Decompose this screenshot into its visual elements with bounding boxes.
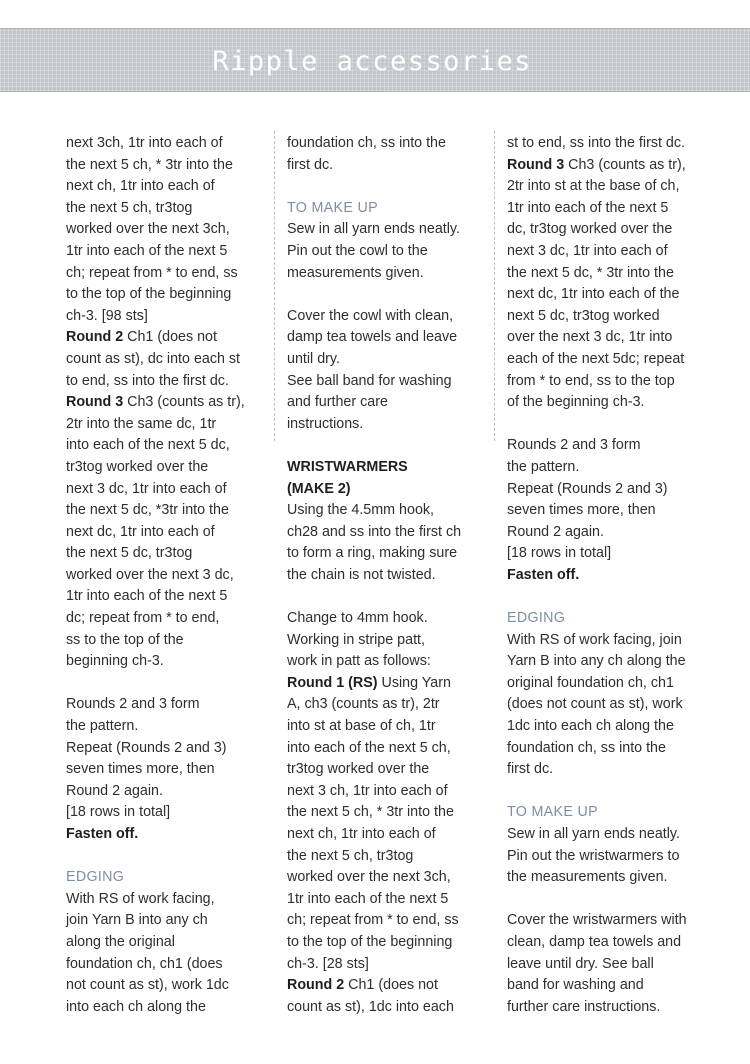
text-line: [507, 349, 712, 371]
text-span: Pin out the cowl to the: [287, 242, 428, 259]
text-span: next ch, 1tr into each of: [287, 826, 436, 842]
text-line: [66, 975, 266, 997]
text-span: to the top of the beginning: [66, 286, 232, 303]
text-line: [507, 738, 712, 760]
text-span: the next 5 dc, *3tr into the: [66, 502, 229, 519]
text-span: the next 5 ch, tr3tog: [287, 847, 414, 864]
text-line: [287, 414, 487, 436]
text-span: count as st), dc into each st: [66, 350, 241, 367]
text-line: [287, 155, 487, 177]
section-heading: (MAKE 2): [287, 480, 351, 497]
text-line: [507, 522, 712, 544]
section-heading: WRISTWARMERS: [287, 458, 408, 475]
text-line: [507, 954, 712, 976]
text-line: [66, 694, 266, 716]
text-span: ch; repeat from * to end, ss: [66, 264, 238, 281]
bold-label: Round 1 (RS): [287, 674, 378, 691]
text-span: count as st), 1dc into each: [287, 998, 454, 1015]
text-line: [66, 824, 266, 846]
text-line: [287, 522, 487, 544]
text-line: [287, 263, 487, 285]
text-line: [507, 392, 712, 414]
text-span: the pattern.: [66, 718, 139, 735]
text-span: [18 rows in total]: [66, 804, 171, 821]
paragraph-gap: [287, 176, 487, 198]
text-span: leave until dry. See ball: [507, 955, 654, 972]
text-line: [287, 781, 487, 803]
text-line: [66, 759, 266, 781]
paragraph-gap: [507, 414, 712, 436]
text-span: Rounds 2 and 3 form: [507, 437, 641, 454]
text-span: seven times more, then: [66, 761, 215, 778]
text-span: worked over the next 3ch,: [66, 221, 230, 238]
text-span: first dc.: [507, 761, 554, 778]
text-line: [287, 608, 487, 630]
text-span: st to end, ss into the first dc.: [507, 135, 685, 151]
text-line: [287, 543, 487, 565]
text-column-1: [66, 133, 266, 1018]
text-span: Repeat (Rounds 2 and 3): [66, 739, 227, 756]
text-line: [66, 306, 266, 328]
text-span: A, ch3 (counts as tr), 2tr: [287, 696, 440, 713]
text-line: [66, 781, 266, 803]
text-column-2: [287, 133, 487, 1018]
column-divider: [494, 131, 495, 441]
text-line: [287, 630, 487, 652]
text-line: [66, 586, 266, 608]
text-line: [287, 651, 487, 673]
bold-label: Round 3: [507, 156, 565, 173]
text-line: [507, 759, 712, 781]
text-line: [287, 673, 487, 695]
text-span: into st at base of ch, 1tr: [287, 718, 436, 735]
text-span: ss to the top of the: [66, 631, 184, 648]
text-span: Working in stripe patt,: [287, 631, 425, 648]
text-line: [287, 846, 487, 868]
text-line: [287, 219, 487, 241]
text-span: 1dc into each ch along the: [507, 718, 674, 735]
text-line: [66, 457, 266, 479]
text-span: With RS of work facing,: [66, 890, 215, 907]
text-span: band for washing and: [507, 977, 644, 994]
paragraph-gap: [287, 586, 487, 608]
text-span: Ch1 (does not: [344, 977, 438, 994]
text-span: 1tr into each of the next 5: [66, 242, 228, 259]
text-span: the next 5 dc, tr3tog: [66, 545, 193, 562]
text-span: [18 rows in total]: [507, 545, 612, 562]
text-line: [507, 435, 712, 457]
text-span: to form a ring, making sure: [287, 545, 458, 562]
text-line: [66, 198, 266, 220]
text-line: [66, 414, 266, 436]
paragraph-gap: [287, 284, 487, 306]
text-span: next 5 dc, tr3tog worked: [507, 307, 660, 324]
text-line: [287, 759, 487, 781]
text-span: until dry.: [287, 350, 340, 367]
text-span: work in patt as follows:: [287, 653, 431, 670]
text-line: [287, 241, 487, 263]
text-span: the next 5 ch, tr3tog: [66, 199, 193, 216]
text-span: the next 5 ch, * 3tr into the: [287, 804, 454, 821]
text-span: next ch, 1tr into each of: [66, 178, 215, 195]
text-line: [507, 824, 712, 846]
text-span: first dc.: [287, 156, 334, 173]
text-line: [507, 263, 712, 285]
text-line: [287, 997, 487, 1019]
text-line: [287, 500, 487, 522]
text-span: and further care: [287, 394, 388, 411]
text-line: [287, 738, 487, 760]
text-span: next 3 dc, 1tr into each of: [507, 242, 668, 259]
text-line: [507, 327, 712, 349]
paragraph-gap: [287, 435, 487, 457]
bold-label: Fasten off.: [66, 826, 139, 842]
text-line: [66, 565, 266, 587]
text-span: ch-3. [98 sts]: [66, 307, 148, 324]
text-line: [287, 565, 487, 587]
text-line: [287, 910, 487, 932]
text-span: the next 5 dc, * 3tr into the: [507, 264, 674, 281]
text-span: next dc, 1tr into each of the: [507, 286, 680, 303]
text-line: [66, 543, 266, 565]
bold-label: Round 2: [287, 977, 345, 994]
text-span: ch; repeat from * to end, ss: [287, 912, 459, 929]
text-span: join Yarn B into any ch: [66, 912, 208, 929]
text-line: [507, 543, 712, 565]
text-span: Ch3 (counts as tr),: [123, 394, 245, 411]
text-line: [66, 867, 266, 889]
text-span: Ch1 (does not: [123, 329, 217, 346]
text-span: damp tea towels and leave: [287, 329, 458, 346]
text-span: Using Yarn: [377, 674, 451, 691]
text-column-3: [507, 133, 712, 1018]
text-line: [287, 457, 487, 479]
text-span: tr3tog worked over the: [287, 761, 430, 778]
section-heading: EDGING: [66, 869, 125, 886]
bold-label: Round 2: [66, 329, 124, 346]
text-line: [287, 327, 487, 349]
text-span: further care instructions.: [507, 998, 661, 1015]
text-line: [66, 263, 266, 285]
text-line: [507, 716, 712, 738]
text-span: foundation ch, ch1 (does: [66, 955, 223, 972]
text-span: Repeat (Rounds 2 and 3): [507, 480, 668, 497]
text-span: to end, ss into the first dc.: [66, 372, 229, 389]
text-line: [507, 846, 712, 868]
text-line: [66, 219, 266, 241]
text-span: dc, tr3tog worked over the: [507, 221, 673, 238]
text-line: [66, 716, 266, 738]
text-span: 1tr into each of the next 5: [66, 588, 228, 605]
text-line: [507, 133, 712, 155]
text-span: to the top of the beginning: [287, 933, 453, 950]
text-span: seven times more, then: [507, 502, 656, 519]
text-line: [507, 371, 712, 393]
text-span: worked over the next 3ch,: [287, 869, 451, 886]
text-span: from * to end, ss to the top: [507, 372, 675, 389]
text-line: [66, 479, 266, 501]
text-line: [507, 198, 712, 220]
text-line: [66, 889, 266, 911]
text-span: over the next 3 dc, 1tr into: [507, 329, 673, 346]
text-line: [287, 954, 487, 976]
text-line: [66, 932, 266, 954]
text-span: instructions.: [287, 415, 364, 432]
text-line: [507, 155, 712, 177]
text-span: Change to 4mm hook.: [287, 610, 428, 627]
text-line: [507, 219, 712, 241]
paragraph-gap: [507, 781, 712, 803]
text-line: [66, 371, 266, 393]
text-span: along the original: [66, 933, 175, 950]
text-line: [66, 522, 266, 544]
text-span: beginning ch-3.: [66, 653, 164, 670]
text-span: tr3tog worked over the: [66, 458, 209, 475]
text-line: [287, 392, 487, 414]
text-line: [287, 371, 487, 393]
title-banner: [0, 28, 750, 92]
text-line: [507, 867, 712, 889]
text-span: of the beginning ch-3.: [507, 394, 645, 411]
text-span: worked over the next 3 dc,: [66, 566, 234, 583]
text-span: not count as st), work 1dc: [66, 977, 229, 994]
text-line: [287, 824, 487, 846]
text-span: (does not count as st), work: [507, 696, 683, 713]
text-span: Cover the cowl with clean,: [287, 307, 454, 324]
text-span: measurements given.: [287, 264, 424, 281]
text-line: [66, 738, 266, 760]
text-line: [66, 954, 266, 976]
text-line: [66, 651, 266, 673]
text-line: [507, 802, 712, 824]
text-span: dc; repeat from * to end,: [66, 610, 220, 627]
text-span: next 3 dc, 1tr into each of: [66, 480, 227, 497]
text-line: [507, 910, 712, 932]
text-span: into each of the next 5 ch,: [287, 739, 451, 756]
section-heading: TO MAKE UP: [507, 804, 598, 821]
text-line: [507, 565, 712, 587]
text-span: clean, damp tea towels and: [507, 933, 682, 950]
text-span: 2tr into the same dc, 1tr: [66, 415, 217, 432]
text-span: next 3ch, 1tr into each of: [66, 135, 223, 151]
text-span: Pin out the wristwarmers to: [507, 847, 680, 864]
text-line: [507, 694, 712, 716]
text-line: [66, 910, 266, 932]
text-line: [66, 155, 266, 177]
text-span: Round 2 again.: [66, 782, 163, 799]
text-span: 1tr into each of the next 5: [507, 199, 669, 216]
text-line: [66, 327, 266, 349]
bold-label: Fasten off.: [507, 566, 580, 583]
text-line: [287, 479, 487, 501]
text-line: [507, 284, 712, 306]
text-line: [507, 176, 712, 198]
text-line: [507, 630, 712, 652]
text-line: [507, 241, 712, 263]
text-line: [507, 673, 712, 695]
text-span: the next 5 ch, * 3tr into the: [66, 156, 233, 173]
text-line: [287, 932, 487, 954]
text-line: [66, 997, 266, 1019]
text-line: [507, 975, 712, 997]
text-span: Cover the wristwarmers with: [507, 912, 687, 929]
paragraph-gap: [66, 846, 266, 868]
paragraph-gap: [507, 889, 712, 911]
text-span: Ch3 (counts as tr),: [564, 156, 686, 173]
text-line: [287, 716, 487, 738]
text-span: ch28 and ss into the first ch: [287, 523, 462, 540]
text-line: [507, 608, 712, 630]
text-span: Round 2 again.: [507, 523, 604, 540]
section-heading: TO MAKE UP: [287, 199, 378, 216]
page-title: Ripple accessories: [212, 46, 532, 77]
text-line: [287, 694, 487, 716]
text-span: foundation ch, ss into the: [507, 739, 666, 756]
text-span: With RS of work facing, join: [507, 631, 682, 648]
text-line: [287, 349, 487, 371]
text-span: the measurements given.: [507, 869, 668, 886]
text-line: [66, 176, 266, 198]
text-line: [287, 802, 487, 824]
text-span: each of the next 5dc; repeat: [507, 350, 685, 367]
text-line: [287, 867, 487, 889]
text-span: 2tr into st at the base of ch,: [507, 178, 680, 195]
text-line: [66, 500, 266, 522]
text-line: [507, 651, 712, 673]
text-span: next 3 ch, 1tr into each of: [287, 782, 448, 799]
text-span: into each of the next 5 dc,: [66, 437, 230, 454]
text-line: [66, 284, 266, 306]
text-span: Yarn B into any ch along the: [507, 653, 686, 670]
text-line: [507, 479, 712, 501]
text-line: [507, 500, 712, 522]
text-span: Sew in all yarn ends neatly.: [287, 221, 460, 238]
text-span: the pattern.: [507, 458, 580, 475]
text-span: See ball band for washing: [287, 372, 452, 389]
text-span: next dc, 1tr into each of: [66, 523, 215, 540]
text-line: [66, 349, 266, 371]
paragraph-gap: [507, 586, 712, 608]
text-line: [66, 630, 266, 652]
text-line: [66, 241, 266, 263]
text-line: [287, 198, 487, 220]
column-divider: [274, 131, 275, 441]
text-line: [507, 932, 712, 954]
text-span: Rounds 2 and 3 form: [66, 696, 200, 713]
text-span: ch-3. [28 sts]: [287, 955, 369, 972]
text-line: [287, 306, 487, 328]
text-line: [66, 435, 266, 457]
text-line: [287, 133, 487, 155]
text-span: Sew in all yarn ends neatly.: [507, 826, 680, 842]
paragraph-gap: [66, 673, 266, 695]
section-heading: EDGING: [507, 610, 566, 627]
text-span: foundation ch, ss into the: [287, 135, 446, 151]
text-line: [287, 889, 487, 911]
text-line: [287, 975, 487, 997]
text-line: [66, 392, 266, 414]
text-line: [66, 802, 266, 824]
text-span: original foundation ch, ch1: [507, 674, 674, 691]
text-span: Using the 4.5mm hook,: [287, 502, 435, 519]
text-line: [66, 608, 266, 630]
text-span: 1tr into each of the next 5: [287, 890, 449, 907]
text-line: [507, 457, 712, 479]
text-line: [66, 133, 266, 155]
text-span: the chain is not twisted.: [287, 566, 436, 583]
text-line: [507, 997, 712, 1019]
text-span: into each ch along the: [66, 998, 206, 1015]
text-line: [507, 306, 712, 328]
bold-label: Round 3: [66, 394, 124, 411]
